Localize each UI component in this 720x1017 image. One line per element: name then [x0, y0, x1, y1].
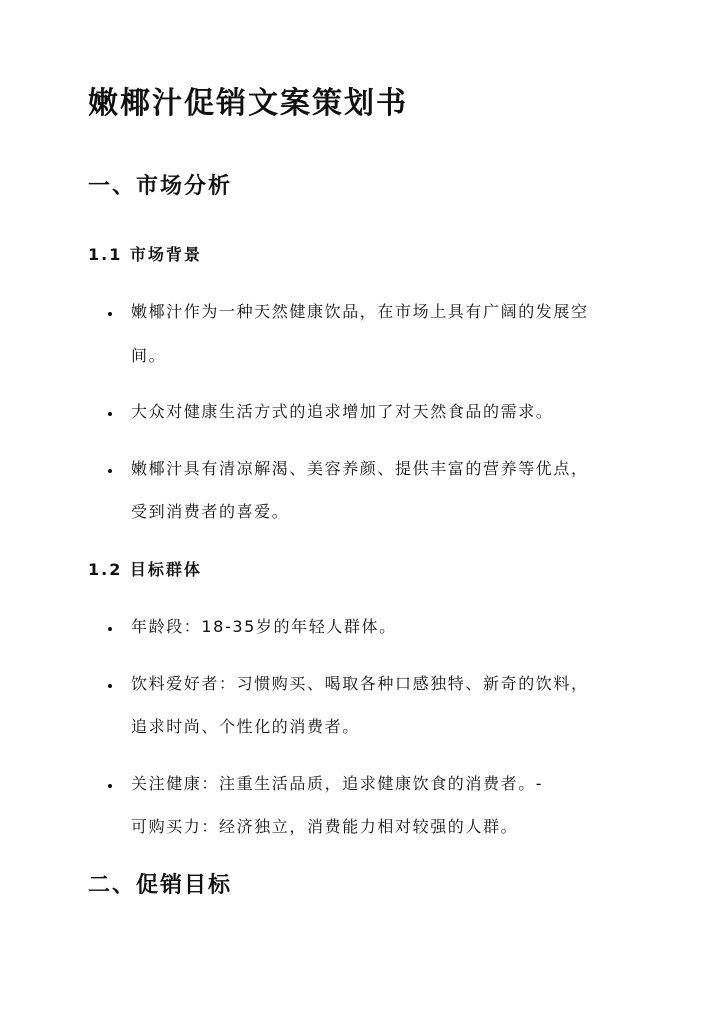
bullet-marker	[108, 773, 116, 797]
list-item-line: 间。	[131, 346, 167, 365]
list-item-line: 年龄段：18-35岁的年轻人群体。	[131, 617, 397, 636]
list-item-line: 受到消费者的喜爱。	[131, 502, 290, 521]
subsection-heading-target-group: 1.2 目标群体	[88, 560, 202, 579]
list-item-line: 嫩椰汁具有清凉解渴、美容养颜、提供丰富的营养等优点，	[131, 459, 589, 478]
bullet-marker	[108, 616, 116, 640]
section-heading-promotion-goals: 二、促销目标	[88, 873, 233, 898]
bullet-marker	[108, 673, 116, 697]
document-title: 嫩椰汁促销文案策划书	[88, 86, 408, 121]
bullet-marker	[108, 301, 116, 325]
list-item-line: 大众对健康生活方式的追求增加了对天然食品的需求。	[131, 402, 554, 421]
bullet-marker	[108, 401, 116, 425]
subsection-heading-market-background: 1.1 市场背景	[88, 245, 202, 264]
list-item-line: 嫩椰汁作为一种天然健康饮品，在市场上具有广阔的发展空	[131, 302, 589, 321]
list-item-line: 可购买力：经济独立，消费能力相对较强的人群。	[131, 817, 519, 836]
list-item-line: 关注健康：注重生活品质，追求健康饮食的消费者。-	[131, 774, 544, 793]
section-heading-market-analysis: 一、市场分析	[88, 174, 233, 199]
list-item-line: 饮料爱好者：习惯购买、喝取各种口感独特、新奇的饮料，	[131, 674, 589, 693]
bullet-marker	[108, 458, 116, 482]
list-item-line: 追求时尚、个性化的消费者。	[131, 717, 360, 736]
